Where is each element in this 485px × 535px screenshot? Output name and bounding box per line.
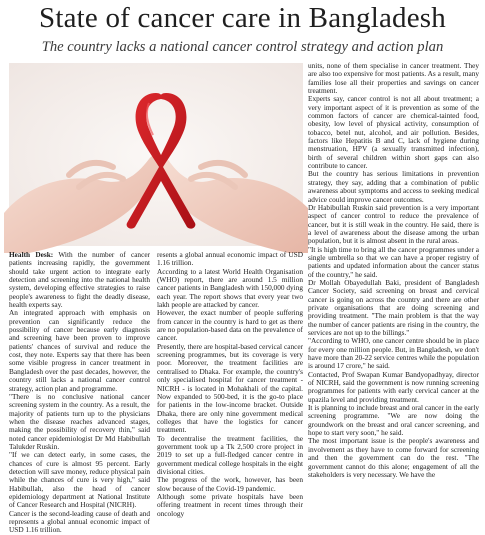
article-paragraph: units, none of them specialise in cancer treatment. They are also too expensive for most patients. As a result, many families lose all their properties and savings on cancer treatment. [308, 61, 479, 96]
article-paragraph: "There is no conclusive national cancer screening system in the country. As a result, the majority of patients turn up to the physicians when the disease reaches advanced stages, making the possibility of recovery thin," said noted cancer epidemiologist Dr Md Habibullah Talukder Ruskin. [9, 391, 150, 451]
article-paragraph: "According to WHO, one cancer centre should be in place for every one million people. But, in Bangladesh, we don't have more than 20-22 service centres while the population is around 17 crore," he said. [308, 336, 479, 371]
article-paragraph: Presently, there are hospital-based cervical cancer screening programmes, but its coverage is very poor. Moreover, the treatment facilities are centralised to Dhaka. For example, the country's only specialised hospital for cancer treatment - NICRH - is located in Mohakhali of the capital. Now expanded to 500-bed, it is the go-to place for patients in the low-income bracket. Outside Dhaka, there are only nine government medical colleges that have the logistics for cancer treatment. [157, 341, 303, 435]
article-paragraph: "It is high time to bring all the cancer programmes under a single umbrella so that we can have a proper registry of patients and updated information about the cancer status of the country," he said. [308, 244, 479, 279]
article-paragraph: Contacted, Prof Swapan Kumar Bandyopadhyay, director of NICRH, said the government is now running screening programmes for patients with early cervical cancer at the upazila level and providing treatment. [308, 369, 479, 404]
article-paragraph: resents a global annual economic impact of USD 1.16 trillion. [157, 250, 303, 268]
article-paragraph: According to a latest World Health Organisation (WHO) report, there are around 1.5 million cancer patients in Bangladesh with 150,000 dying each year. The report shows that every year two lakh people are attacked by cancer. [157, 266, 303, 310]
article-paragraph: Dr Mollah Obayedullah Baki, president of Bangladesh Cancer Society, said screening on breast and cervical cancer is going on across the country and there are other private organisations that are doing screening and providing treatment. "The main problem is that the way the number of cancer patients are rising in the country, the services are not up to the billings." [308, 277, 479, 337]
article-paragraph: Although some private hospitals have been offering treatment in recent times through their oncology [157, 491, 303, 518]
article-paragraph: Health Desk: With the number of cancer patients increasing rapidly, the government should take urgent action to integrate early detection and screening into the national health system, developing effective strategies to raise people's awareness to fight the deadly disease, health experts say. [9, 250, 150, 310]
article-paragraph: Cancer is the second-leading cause of death and represents a global annual economic impact of USD 1.16 trillion. [9, 508, 150, 535]
article-paragraph: "If we can detect early, in some cases, the chances of cure is almost 95 percent. Early detection will save money, reduce physical pain while the chances of cure is very high," said Habibullah, also the head of cancer epidemiology department at National Institute of Cancer Research and Hospital (NICRH). [9, 450, 150, 510]
article-paragraph: But the country has serious limitations in prevention strategy, they say, adding that a combination of public awareness about symptoms and access to seeking medical advice could improve cancer outcomes. [308, 169, 479, 204]
article-paragraph: The most important issue is the people's awareness and involvement as they have to come forward for screening and then the government can do the rest. "The government cannot do this alone; engagement of all the stakeholders is very necessary. We have the [308, 436, 479, 479]
article-column-1 [9, 250, 150, 535]
headline: State of cancer care in Bangladesh [39, 2, 446, 34]
dateline: Health Desk: [9, 250, 54, 259]
article-paragraph: Dr Habibullah Ruskin said prevention is a very important aspect of cancer control to reduce the prevalence of cancer, but it is still weak in the country. He said, there is a level of awareness about the disease among the urban population, but it is almost absent in the rural areas. [308, 202, 479, 246]
article-column-3 [308, 61, 479, 479]
article-paragraph: An integrated approach with emphasis on prevention can significantly reduce the possibility of cancer because early diagnosis and screening have been proven to improve patients' chances of survival and reduce the cost, they note. Experts say that there has been some visible progress in cancer treatment in Bangladesh over the past decades, however, the country still lacks a national cancer control strategy, action plan and programme. [9, 308, 150, 393]
article-paragraph: To decentralise the treatment facilities, the government took up a Tk 2,500 crore project in 2019 to set up a full-fledged cancer centre in government medical college hospitals in the eight divisional cities. [157, 433, 303, 476]
article-column-2 [157, 250, 303, 518]
red-ribbon-photo [9, 63, 303, 246]
article-paragraph: However, the exact number of people suffering from cancer in the country is hard to get as there are no population-based data on the prevalence of cancer. [157, 308, 303, 343]
article-paragraph: It is planning to include breast and oral cancer in the early screening programme. "We are now doing the groundwork on the breast and oral cancer screening, and hope to start very soon," he said. [308, 403, 479, 438]
article-paragraph: Experts say, cancer control is not all about treatment; a very important aspect of it is prevention as some of the common factors of cancer are chemical-tainted food, obesity, low level of physical activity, consumption of tobacco, betel nut, alcohol, and air pollution. Besides, factors like Hepatitis B and C, lack of hygiene during menstruation, HPV (a sexually transmitted infection), birth of several children within short gaps can also contribute to cancer. [308, 94, 479, 171]
subheadline: The country lacks a national cancer control strategy and action plan [41, 39, 444, 55]
article-paragraph: The progress of the work, however, has been slow because of the Covid-19 pandemic. [157, 475, 303, 493]
